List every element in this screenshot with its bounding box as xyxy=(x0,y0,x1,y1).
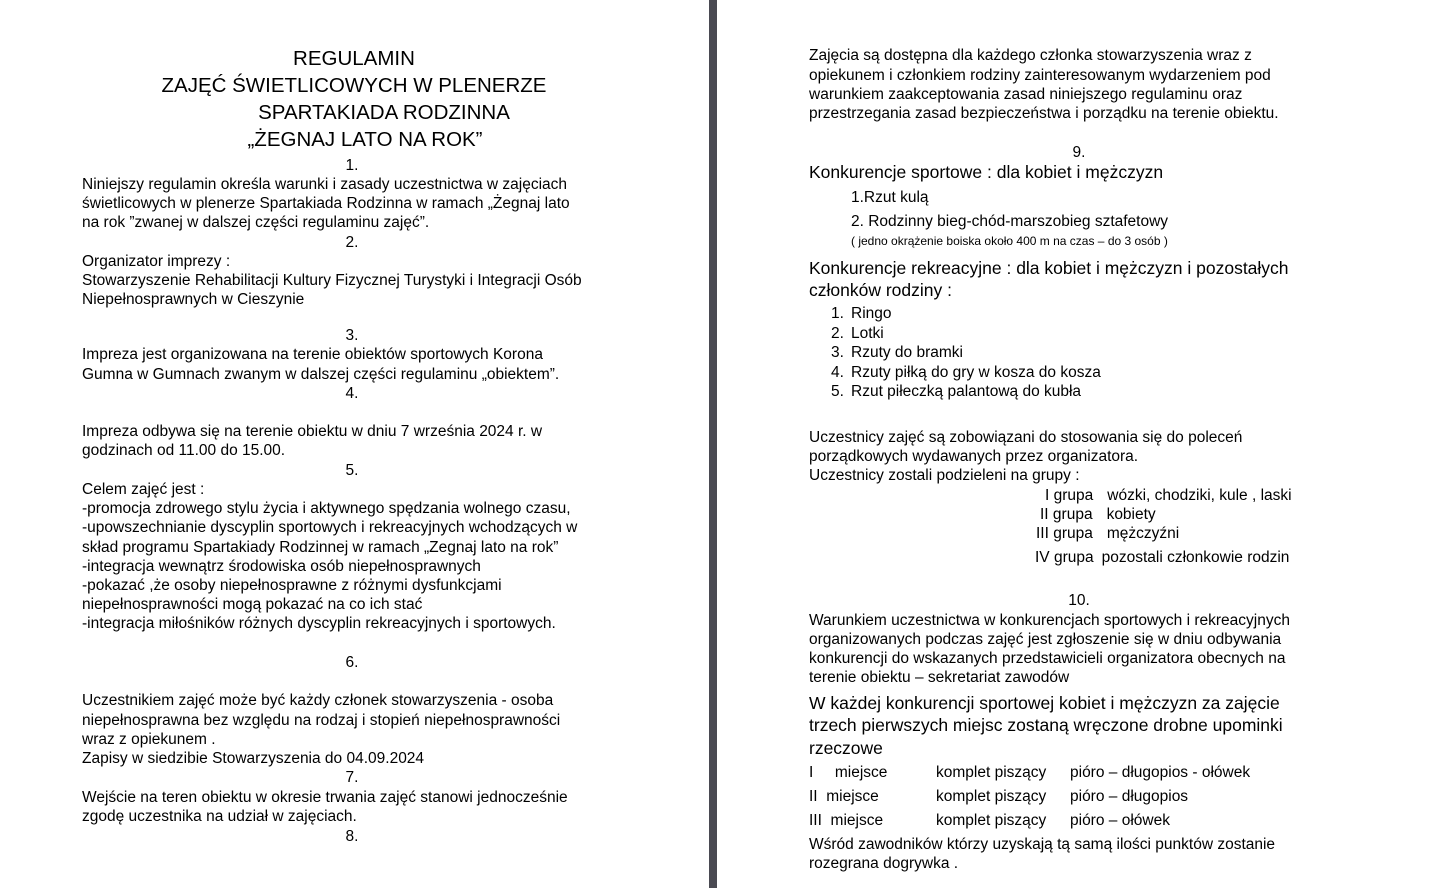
document-page-right xyxy=(722,0,1432,888)
recreation-list-item xyxy=(831,324,884,343)
list-number: 1. xyxy=(831,305,844,322)
group-row xyxy=(1036,524,1179,543)
prizes-heading: W każdej konkurencji sportowej kobiet i mężczyzn za zajęcie xyxy=(809,693,1280,713)
section-3-text: Gumna w Gumnach zwanym w dalszej części regulaminu „obiektem”. xyxy=(82,366,560,383)
rules-text: Uczestnicy zajęć są zobowiązani do stosowania się do poleceń xyxy=(809,429,1243,446)
prize-items: pióro – ołówek xyxy=(1070,812,1170,829)
section-number-3: 3. xyxy=(345,327,359,344)
section-number-8: 8. xyxy=(345,828,359,845)
section-8-text: przestrzegania zasad bezpieczeństwa i porządku na terenie obiektu. xyxy=(809,105,1279,122)
prize-items: pióro – długopios - ołówek xyxy=(1070,764,1251,781)
regulation-title-line-3: SPARTAKIADA RODZINNA xyxy=(258,101,510,124)
section-2-text: Organizator imprezy : xyxy=(82,253,231,270)
section-5-text: niepełnosprawności mogą pokazać na co ich stać xyxy=(82,596,423,613)
list-number: 5. xyxy=(831,383,844,400)
section-2-text: Stowarzyszenie Rehabilitacji Kultury Fizycznej Turystyki i Integracji Osób xyxy=(82,272,582,289)
group-row xyxy=(1040,505,1156,524)
tiebreak-text: rozegrana dogrywka . xyxy=(809,855,959,872)
group-description: pozostali członkowie rodzin xyxy=(1101,549,1290,566)
section-10-text: konkurencji do wskazanych przedstawicieli organizatora obecnych na xyxy=(809,650,1286,667)
section-5-text: skład programu Spartakiady Rodzinnej w ramach „Zegnaj lato na rok” xyxy=(82,539,559,556)
rules-text: Uczestnicy zostali podzieleni na grupy : xyxy=(809,467,1080,484)
regulation-title-line-4: „ŻEGNAJ LATO NA ROK” xyxy=(247,128,483,151)
section-8-text: warunkiem zaakceptowania zasad niniejszego regulaminu oraz xyxy=(809,86,1243,103)
section-10-text: Warunkiem uczestnictwa w konkurencjach sportowych i rekreacyjnych xyxy=(809,612,1290,629)
section-5-text: -integracja wewnątrz środowiska osób niepełnosprawnych xyxy=(82,558,481,575)
sport-competitions-heading: Konkurencje sportowe : dla kobiet i mężczyzn xyxy=(809,162,1164,182)
recreation-list-item xyxy=(831,382,1081,401)
section-number-7: 7. xyxy=(345,769,359,786)
group-description: mężczyźni xyxy=(1106,525,1180,542)
section-6-text: niepełnosprawna bez względu na rodzaj i stopień niepełnosprawności xyxy=(82,712,561,729)
list-label: Ringo xyxy=(851,305,892,322)
section-5-text: -pokazać ,że osoby niepełnosprawne z różnymi dysfunkcjami xyxy=(82,577,502,594)
section-5-text: -upowszechnianie dyscyplin sportowych i rekreacyjnych wchodzących w xyxy=(82,519,578,536)
group-row xyxy=(1035,548,1289,567)
regulation-title-line-1: REGULAMIN xyxy=(293,47,415,70)
section-number-2: 2. xyxy=(345,234,359,251)
page-divider xyxy=(708,0,722,888)
section-5-text: -promocja zdrowego stylu życia i aktywnego spędzania wolnego czasu, xyxy=(82,500,571,517)
rules-text: porządkowych wydawanych przez organizatora. xyxy=(809,448,1139,465)
section-number-4: 4. xyxy=(345,385,359,402)
prize-set: komplet piszący xyxy=(936,764,1047,781)
group-name: I grupa xyxy=(1045,487,1094,504)
section-1-text: Niniejszy regulamin określa warunki i zasady uczestnictwa w zajęciach xyxy=(82,176,568,193)
section-5-text: -integracja miłośników różnych dyscyplin rekreacyjnych i sportowych. xyxy=(82,615,556,632)
group-row xyxy=(1045,486,1292,505)
group-description: wózki, chodziki, kule , laski xyxy=(1107,487,1292,504)
list-label: Lotki xyxy=(851,325,884,342)
section-7-text: Wejście na teren obiektu w okresie trwania zajęć stanowi jednocześnie xyxy=(82,789,568,806)
prize-items: pióro – długopios xyxy=(1070,788,1189,805)
list-label: Rzuty piłką do gry w kosza do kosza xyxy=(851,364,1101,381)
list-label: Rzut piłeczką palantową do kubła xyxy=(851,383,1082,400)
prize-set: komplet piszący xyxy=(936,812,1047,829)
prizes-heading: trzech pierwszych miejsc zostaną wręczone drobne upominki xyxy=(809,715,1283,735)
section-8-text: Zajęcia są dostępna dla każdego członka stowarzyszenia wraz z xyxy=(809,47,1252,64)
group-name: III grupa xyxy=(1036,525,1093,542)
list-number: 4. xyxy=(831,364,844,381)
document-page-left xyxy=(0,0,708,888)
list-number: 2. xyxy=(831,325,844,342)
list-label: Rzuty do bramki xyxy=(851,344,963,361)
section-number-10: 10. xyxy=(1068,592,1090,609)
relay-note: ( jedno okrążenie boiska około 400 m na czas – do 3 osób ) xyxy=(851,234,1168,248)
section-10-text: terenie obiektu – sekretariat zawodów xyxy=(809,669,1070,686)
section-1-text: na rok ”zwanej w dalszej części regulaminu zajęć”. xyxy=(82,214,430,231)
recreation-list-item xyxy=(831,343,963,362)
tiebreak-text: Wśród zawodników którzy uzyskają tą samą ilości punktów zostanie xyxy=(809,836,1276,853)
recreation-list-item xyxy=(831,304,892,323)
section-4-text: Impreza odbywa się na terenie obiektu w dniu 7 września 2024 r. w xyxy=(82,423,543,440)
sport-item: 2. Rodzinny bieg-chód-marszobieg sztafetowy xyxy=(851,213,1169,230)
section-6-text: wraz z opiekunem . xyxy=(82,731,216,748)
recreational-competitions-heading: Konkurencje rekreacyjne : dla kobiet i mężczyzn i pozostałych xyxy=(809,258,1289,278)
prize-place: I miejsce xyxy=(809,764,888,781)
section-8-text: opiekunem i członkiem rodziny zainteresowanym wydarzeniem pod xyxy=(809,67,1271,84)
section-6-text: Zapisy w siedzibie Stowarzyszenia do 04.09.2024 xyxy=(82,750,425,767)
section-3-text: Impreza jest organizowana na terenie obiektów sportowych Korona xyxy=(82,346,543,363)
group-name: II grupa xyxy=(1040,506,1093,523)
recreational-competitions-heading: członków rodziny : xyxy=(809,280,952,300)
group-description: kobiety xyxy=(1106,506,1156,523)
section-4-text: godzinach od 11.00 do 15.00. xyxy=(82,442,286,459)
group-name: IV grupa xyxy=(1035,549,1094,566)
section-2-text: Niepełnosprawnych w Cieszynie xyxy=(82,291,305,308)
prize-place: III miejsce xyxy=(809,812,884,829)
section-number-1: 1. xyxy=(345,157,359,174)
section-5-text: Celem zajęć jest : xyxy=(82,481,205,498)
list-number: 3. xyxy=(831,344,844,361)
sport-item: 1.Rzut kulą xyxy=(851,189,929,206)
prize-place: II miejsce xyxy=(809,788,879,805)
prize-set: komplet piszący xyxy=(936,788,1047,805)
section-6-text: Uczestnikiem zajęć może być każdy członek stowarzyszenia - osoba xyxy=(82,692,554,709)
section-10-text: organizowanych podczas zajęć jest zgłoszenie się w dniu odbywania xyxy=(809,631,1282,648)
section-7-text: zgodę uczestnika na udział w zajęciach. xyxy=(82,808,357,825)
regulation-title-line-2: ZAJĘĆ ŚWIETLICOWYCH W PLENERZE xyxy=(161,74,547,97)
prizes-heading: rzeczowe xyxy=(809,738,883,758)
section-1-text: świetlicowych w plenerze Spartakiada Rodzinna w ramach „Żegnaj lato xyxy=(82,195,570,212)
section-number-6: 6. xyxy=(345,654,359,671)
section-number-9: 9. xyxy=(1072,144,1086,161)
section-number-5: 5. xyxy=(345,462,359,479)
recreation-list-item xyxy=(831,363,1101,382)
